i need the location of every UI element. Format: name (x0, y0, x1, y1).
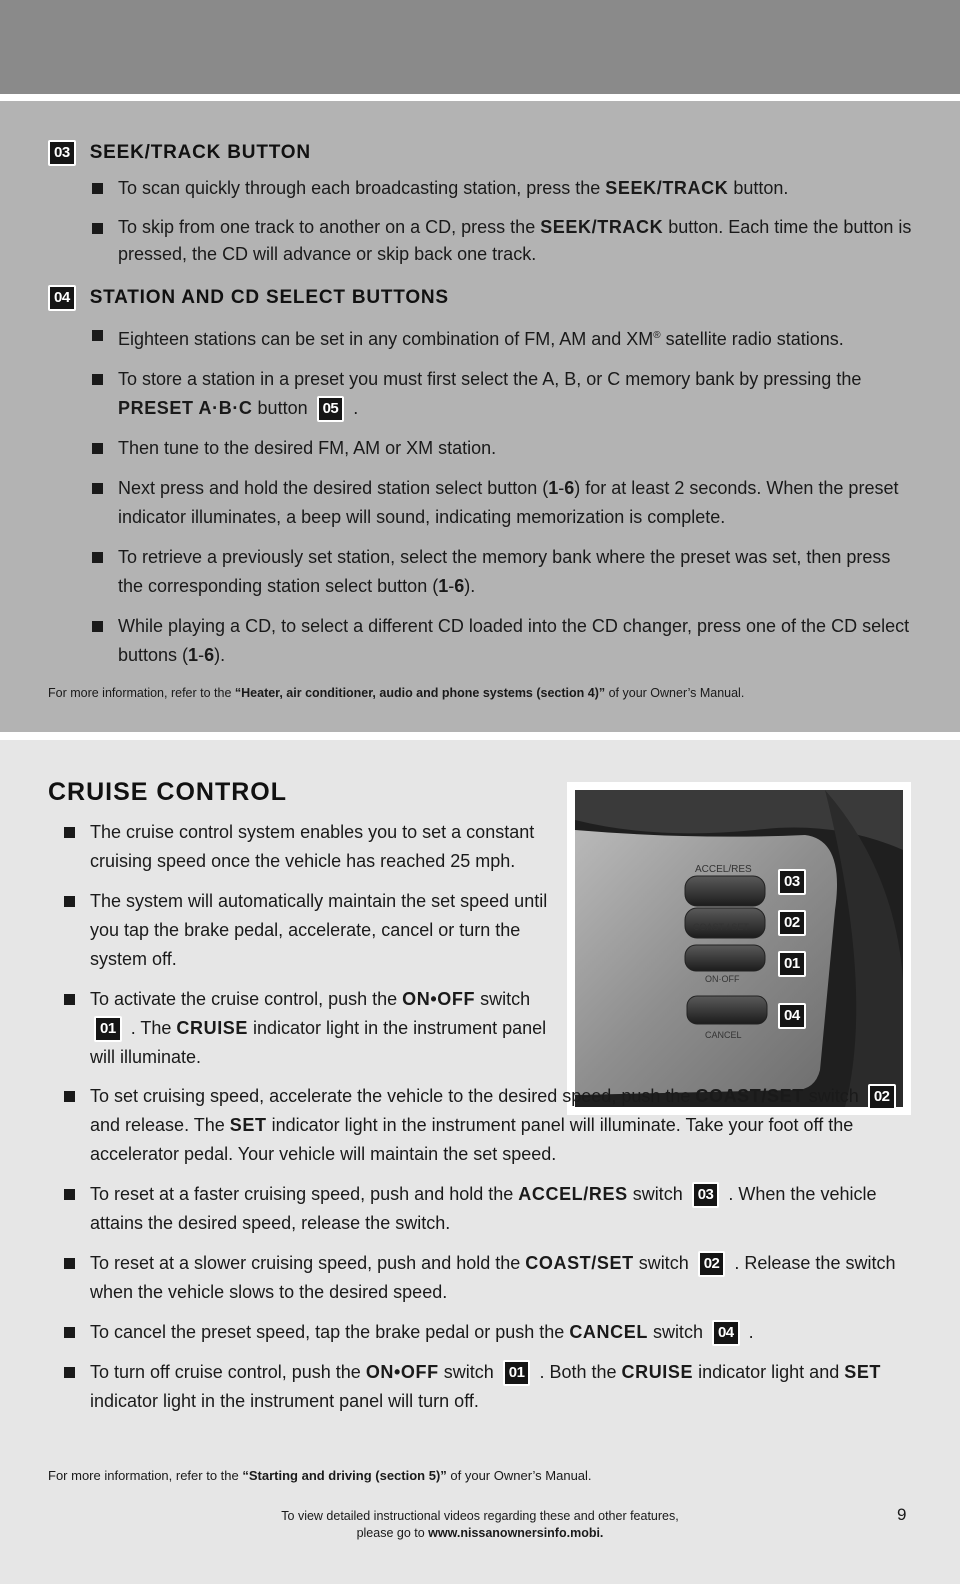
seek-track-bullets (48, 174, 918, 268)
seek-track-heading (48, 140, 311, 166)
station-title: STATION AND CD SELECT BUTTONS (89, 287, 449, 308)
cancel-label: CANCEL (705, 1030, 742, 1040)
list-item: To reset at a slower cruising speed, push and hold the COAST/SET switch 02 . Release the switch when the vehicle slows to the desired speed. (20, 1249, 920, 1307)
bullet-square-icon (92, 223, 103, 234)
cruise-switch-illustration (575, 790, 903, 1107)
footer-link[interactable]: www.nissanownersinfo.mobi. (428, 1526, 604, 1540)
list-item: To activate the cruise control, push the ON•OFF switch 01 . The CRUISE indicator light in the instrument panel will illuminate. (20, 985, 560, 1072)
cruise-bullets-top (20, 818, 560, 1083)
badge-03: 03 (48, 140, 76, 166)
accel-res-button (685, 876, 765, 906)
on-off-label: ON·OFF (705, 974, 740, 984)
bullet-square-icon (64, 1091, 75, 1102)
badge-01: 01 (503, 1360, 531, 1386)
bullet-square-icon (64, 1258, 75, 1269)
seek-track-title: SEEK/TRACK BUTTON (89, 142, 311, 163)
bullet-square-icon (64, 994, 75, 1005)
bullet-square-icon (64, 1367, 75, 1378)
cruise-control-title: CRUISE CONTROL (48, 778, 287, 806)
page-number: 9 (897, 1505, 907, 1524)
footer-note (0, 1508, 960, 1542)
list-item: To skip from one track to another on a CD, press the SEEK/TRACK button. Each time the button is pressed, the CD will advance or skip back one track. (48, 214, 918, 268)
list-item: Then tune to the desired FM, AM or XM station. (48, 434, 918, 463)
list-item: To reset at a faster cruising speed, push and hold the ACCEL/RES switch 03 . When the vehicle attains the desired speed, release the switch. (20, 1180, 920, 1238)
list-item: The cruise control system enables you to set a constant cruising speed once the vehicle has reached 25 mph. (20, 818, 560, 876)
list-item: Next press and hold the desired station select button (1-6) for at least 2 seconds. When the preset indicator illuminates, a beep will sound, indicating memorization is complete. (48, 474, 918, 532)
list-item: To scan quickly through each broadcasting station, press the SEEK/TRACK button. (48, 174, 918, 203)
badge-05: 05 (317, 396, 345, 422)
bullet-square-icon (64, 1327, 75, 1338)
cancel-button (687, 996, 767, 1024)
audio-reference-note: For more information, refer to the “Heater, air conditioner, audio and phone systems (section 4)” of your Owner’s Manual. (48, 686, 745, 700)
list-item: To set cruising speed, accelerate the vehicle to the desired speed, push the COAST/SET switch 02 and release. The SET indicator light in the instrument panel will illuminate. Take your foot off the accelerator pedal. Your vehicle will maintain the set speed. (20, 1082, 920, 1169)
photo-badge-03: 03 (778, 869, 806, 895)
badge-02: 02 (698, 1251, 726, 1277)
photo-badge-01: 01 (778, 951, 806, 977)
list-item: To retrieve a previously set station, select the memory bank where the preset was set, then press the corresponding station select button (1-6). (48, 543, 918, 601)
top-banner (0, 0, 960, 94)
station-bullets (48, 321, 918, 681)
on-off-button (685, 945, 765, 971)
coast-set-label: COAST / SET (693, 922, 749, 932)
cruise-bullets-bottom (20, 1082, 920, 1427)
bullet-square-icon (92, 621, 103, 632)
list-item: The system will automatically maintain the set speed until you tap the brake pedal, accelerate, cancel or turn the system off. (20, 887, 560, 974)
list-item: To cancel the preset speed, tap the brake pedal or push the CANCEL switch 04 . (20, 1318, 920, 1347)
badge-04: 04 (712, 1320, 740, 1346)
bullet-square-icon (92, 552, 103, 563)
bullet-square-icon (92, 443, 103, 454)
station-heading (48, 285, 449, 311)
badge-03: 03 (692, 1182, 720, 1208)
list-item: To turn off cruise control, push the ON•OFF switch 01 . Both the CRUISE indicator light and SET indicator light in the instrument panel will turn off. (20, 1358, 920, 1416)
bullet-square-icon (92, 330, 103, 341)
bullet-square-icon (64, 896, 75, 907)
steering-wheel-photo (567, 782, 911, 1115)
photo-badge-04: 04 (778, 1003, 806, 1029)
badge-01: 01 (94, 1016, 122, 1042)
bullet-square-icon (92, 374, 103, 385)
list-item: Eighteen stations can be set in any combination of FM, AM and XM® satellite radio stations. (48, 321, 918, 354)
badge-04: 04 (48, 285, 76, 311)
cruise-reference-note: For more information, refer to the “Starting and driving (section 5)” of your Owner’s Manual. (48, 1468, 592, 1483)
badge-02: 02 (868, 1084, 896, 1110)
footer-line-1: To view detailed instructional videos regarding these and other features, (281, 1509, 679, 1523)
bullet-square-icon (64, 827, 75, 838)
bullet-square-icon (92, 483, 103, 494)
bullet-square-icon (92, 183, 103, 194)
footer-line-2: please go to www.nissanownersinfo.mobi. (356, 1526, 604, 1540)
photo-badge-02: 02 (778, 910, 806, 936)
list-item: To store a station in a preset you must first select the A, B, or C memory bank by pressing the PRESET A·B·C button 05 . (48, 365, 918, 423)
list-item: While playing a CD, to select a different CD loaded into the CD changer, press one of the CD select buttons (1-6). (48, 612, 918, 670)
bullet-square-icon (64, 1189, 75, 1200)
accel-res-label: ACCEL/RES (695, 864, 752, 875)
